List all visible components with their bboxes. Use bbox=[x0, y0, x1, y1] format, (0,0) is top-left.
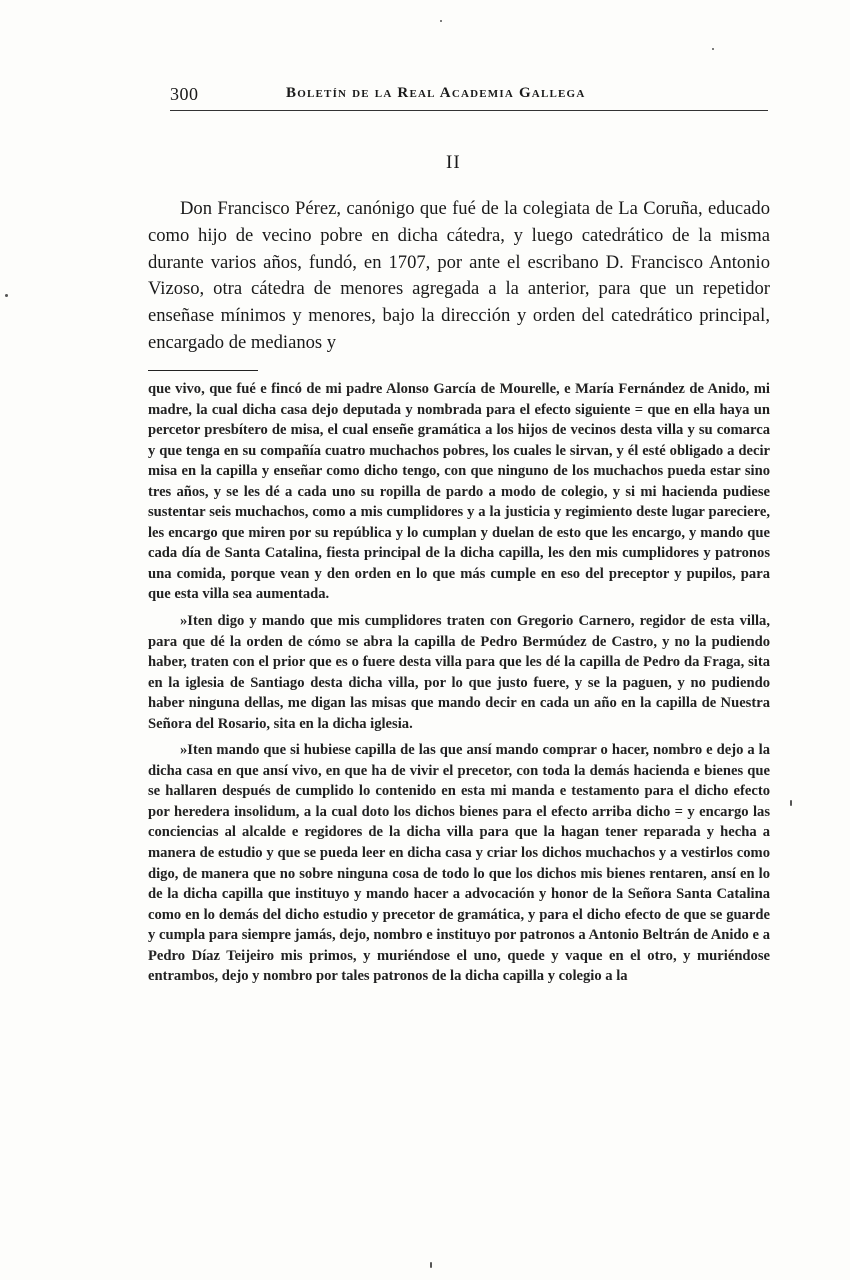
scan-speck bbox=[430, 1262, 432, 1268]
scan-speck bbox=[790, 800, 792, 806]
page-number: 300 bbox=[170, 84, 199, 104]
footnote-separator bbox=[148, 370, 258, 371]
footnote-iten-1: »Iten digo y mando que mis cumplidores traten con Gregorio Carnero, regidor de esta villa, para que dé la orden de cómo se abra la capilla de Pedro Bermúdez de Castro, y no la pudiendo haber, traten con el prior que es o fuere desta villa para que les dé la capilla de Pedro da Fraga, sita en la iglesia de Santiago desta dicha villa, por lo que justo fuere, y se la paguen, y no pudiendo haber ninguna dellas, me digan las misas que mando decir en cada un año en la capilla de Nuestra Señora del Rosario, sita en la dicha iglesia. bbox=[148, 613, 770, 732]
scan-speck bbox=[5, 294, 8, 297]
section-heading: II bbox=[446, 152, 461, 173]
footnote-iten-2: »Iten mando que si hubiese capilla de las que ansí mando comprar o hacer, nombro e dejo a la dicha casa en que ansí vivo, en que ha de vivir el precetor, con toda la demás hacienda e bienes que se hallaren después de cumplido lo contenido en esta mi manda e testamento para el dicho efecto por heredera insolidum, a la cual doto los dichos bienes para el efecto arriba dicho = y encargo las conciencias al alcalde e regidores de la dicha villa para que la hagan tener reparada y hecha a manera de estudio y que se pueda leer en dicha casa y criar los dichos muchachos y a vestirlos como digo, de manera que no sobre ninguna cosa de todo lo que los dichos mis bienes rentaren, ansí en lo de la dicha capilla que instituyo y mando hacer a advocación y honor de la Señora Santa Catalina como en lo demás del dicho estudio y precetor de gramática, y para el dicho efecto de que se guarde y cumpla para siempre jamás, dejo, nombro e instituyo por patronos a Antonio Beltrán de Anido e a Pedro Díaz Teijeiro mis primos, y muriéndose el uno, quede y vaque en el otro, y muriéndose entrambos, dejo y nombro por tales patronos de la dicha capilla y colegio a la bbox=[148, 742, 770, 985]
body-paragraph-text: Don Francisco Pérez, canónigo que fué de la colegiata de La Coruña, educado como hijo de vecino pobre en dicha cátedra, y luego catedrático de la misma durante varios años, fundó, en 1707, por ante el escribano D. Francisco Antonio Vizoso, otra cátedra de menores agregada a la anterior, para que un repetidor enseñase mínimos y menores, bajo la dirección y orden del catedrático principal, encargado de medianos y bbox=[148, 198, 770, 353]
footnotes bbox=[148, 379, 770, 993]
scan-speck bbox=[440, 20, 442, 22]
journal-title: Boletín de la Real Academia Gallega bbox=[286, 85, 586, 101]
body-paragraph bbox=[148, 196, 770, 357]
scan-speck bbox=[712, 48, 714, 50]
running-head bbox=[170, 82, 768, 111]
footnote-continuation: que vivo, que fué e fincó de mi padre Alonso García de Mourelle, e María Fernández de Anido, mi madre, la cual dicha casa dejo deputada y nombrada para el efecto siguiente = que en ella haya un percetor presbítero de misa, el cual enseñe gramática a los hijos de vecinos desta villa y su comarca y que tenga en su compañía cuatro muchachos pobres, los cuales le sirvan, y él esté obligado a decir misa en la capilla y enseñar como dicho tengo, con que ninguno de los muchachos pueda estar sino tres años, y se les dé a cada uno su ropilla de pardo a modo de colegio, y si mi hacienda pudiese sustentar seis muchachos, como a mis cumplidores y a la justicia y regimiento deste lugar pareciere, les encargo que miren por su república y lo cumplan y duelan de esto que les encargo, y mando que cada día de Santa Catalina, fiesta principal de la dicha capilla, les den mis cumplidores y patronos una comida, porque vean y den orden en lo que más cumple en eso del preceptor y pupilos, para que esta villa sea aumentada. bbox=[148, 381, 770, 603]
